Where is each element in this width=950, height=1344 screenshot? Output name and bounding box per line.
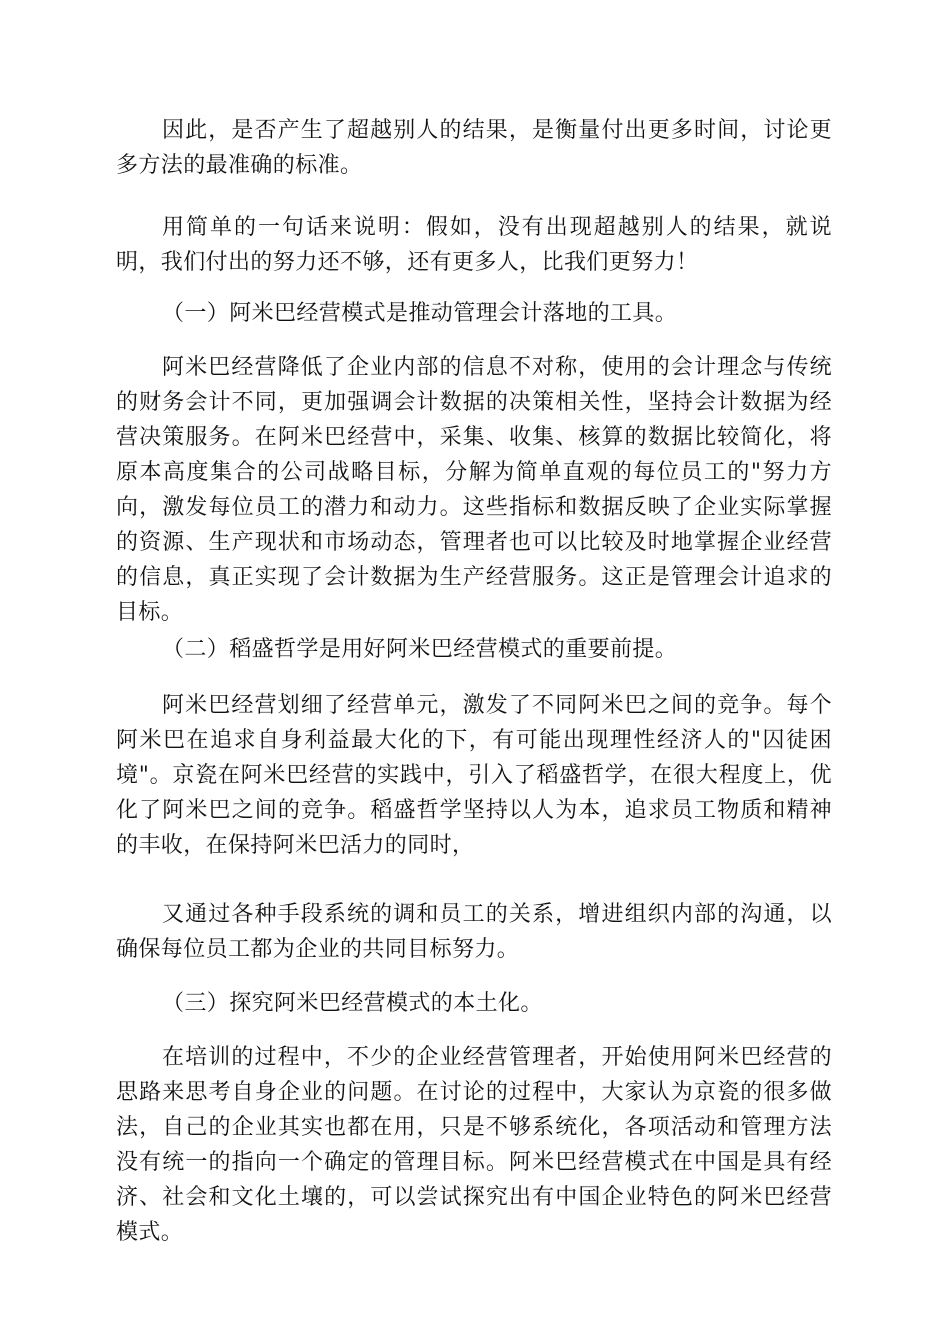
paragraph-result-standard: 因此，是否产生了超越别人的结果，是衡量付出更多时间，讨论更多方法的最准确的标准。 [116,118,832,178]
paragraph-localization: 在培训的过程中，不少的企业经营管理者，开始使用阿米巴经营的思路来思考自身企业的问题。在讨论的过程中，大家认为京瓷的很多做法，自己的企业其实也都在用，只是不够系统化，各项活动和管理方法没有统一的指向一个确定的管理目标。阿米巴经营模式在中国是具有经济、社会和文化土壤的，可以尝试探究出有中国企业特色的阿米巴经营模式。 [116,1045,832,1245]
paragraph-amoeba-accounting: 阿米巴经营降低了企业内部的信息不对称，使用的会计理念与传统的财务会计不同，更加强调会计数据的决策相关性，坚持会计数据为经营决策服务。在阿米巴经营中，采集、收集、核算的数据比较简化，将原本高度集合的公司战略目标，分解为简单直观的每位员工的"努力方向，激发每位员工的潜力和动力。这些指标和数据反映了企业实际掌握的资源、生产现状和市场动态，管理者也可以比较及时地掌握企业经营的信息，真正实现了会计数据为生产经营服务。这正是管理会计追求的目标。 [116,355,832,625]
paragraph-employee-harmony: 又通过各种手段系统的调和员工的关系，增进组织内部的沟通，以确保每位员工都为企业的共同目标努力。 [116,902,832,962]
section-heading-2: （二）稻盛哲学是用好阿米巴经营模式的重要前提。 [162,637,678,662]
paragraph-inamori-philosophy: 阿米巴经营划细了经营单元，激发了不同阿米巴之间的竞争。每个阿米巴在追求自身利益最大化的下，有可能出现理性经济人的"囚徒困境"。京瓷在阿米巴经营的实践中，引入了稻盛哲学，在很大程度上，优化了阿米巴之间的竞争。稻盛哲学坚持以人为本，追求员工物质和精神的丰收，在保持阿米巴活力的同时， [116,693,832,858]
section-heading-1: （一）阿米巴经营模式是推动管理会计落地的工具。 [162,301,678,326]
paragraph-one-sentence-explanation: 用简单的一句话来说明：假如，没有出现超越别人的结果，就说明，我们付出的努力还不够，还有更多人，比我们更努力！ [116,215,832,275]
section-heading-3: （三）探究阿米巴经营模式的本土化。 [162,991,543,1016]
